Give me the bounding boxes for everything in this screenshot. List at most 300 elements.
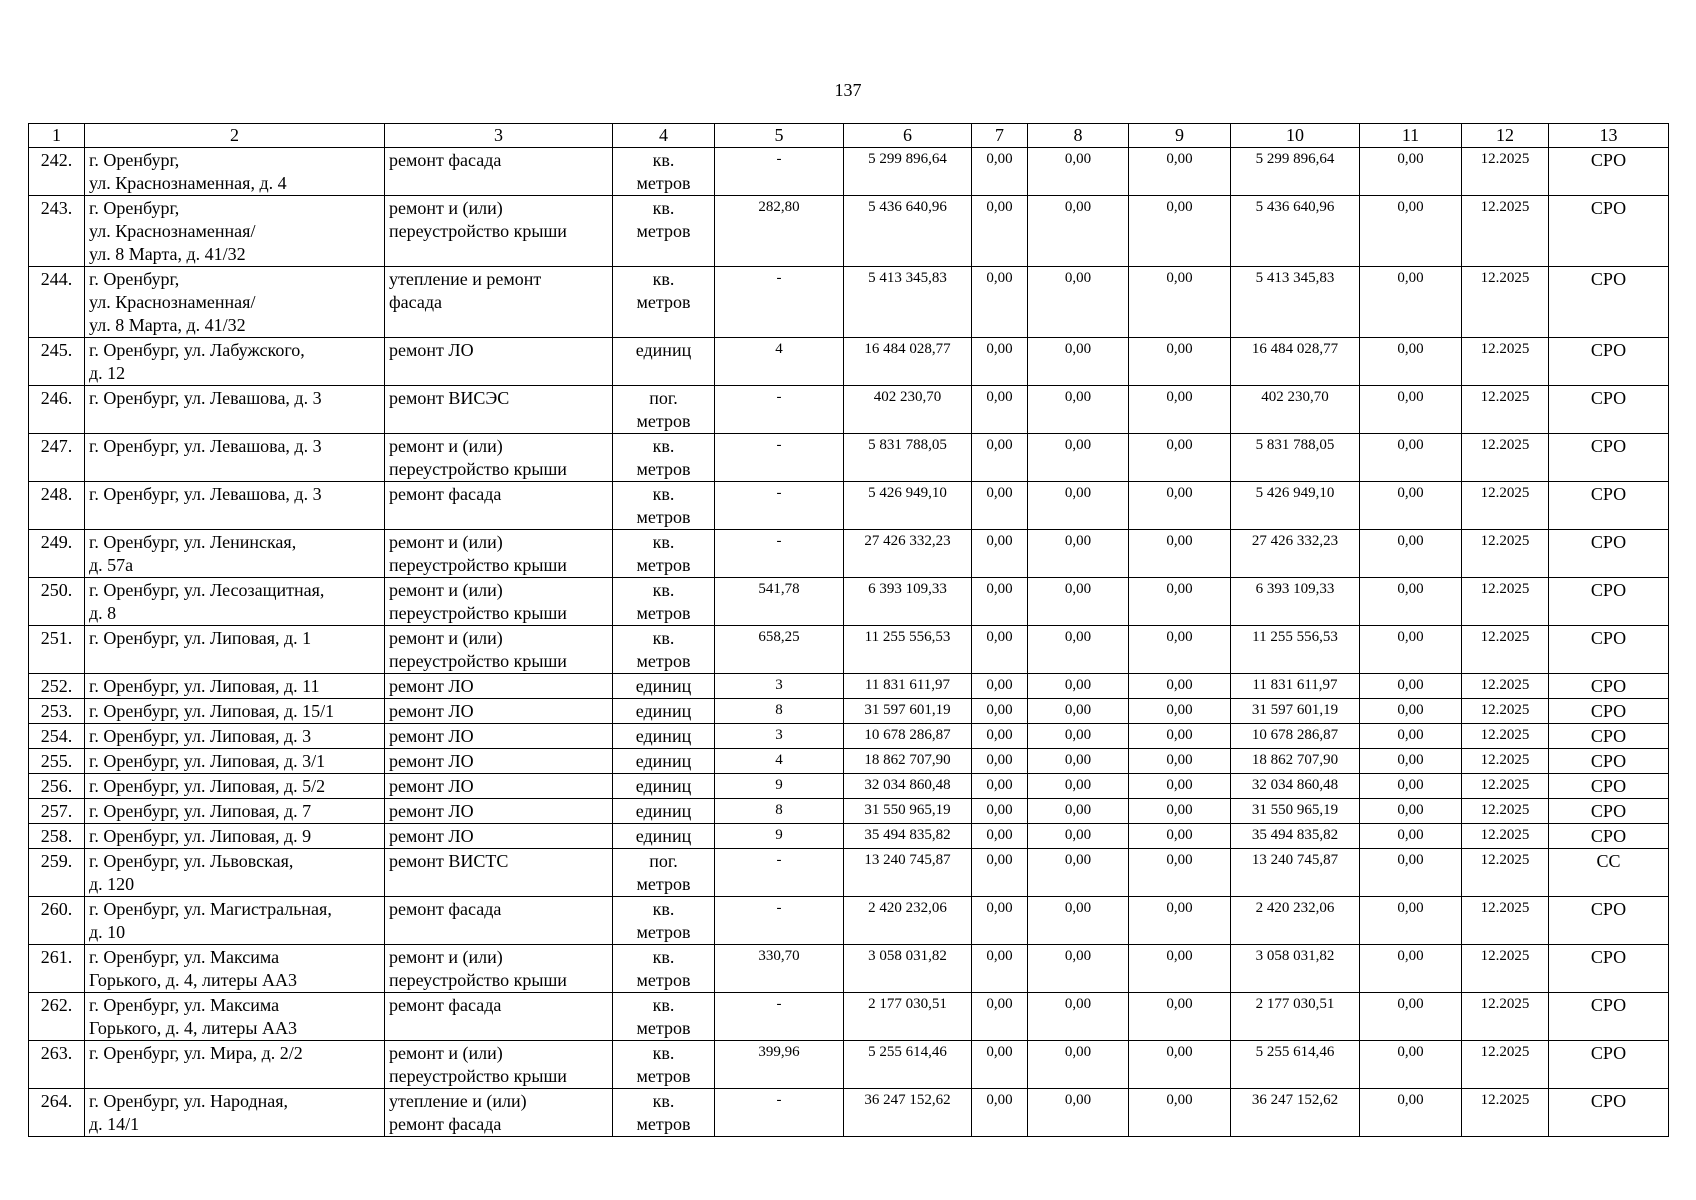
address-cell: г. Оренбург, ул. Липовая, д. 7 bbox=[85, 799, 385, 824]
cost-col8-cell: 0,00 bbox=[1028, 338, 1129, 386]
quantity-cell: 9 bbox=[715, 824, 844, 849]
cost-col11-cell: 0,00 bbox=[1360, 749, 1462, 774]
total-cost-cell: 10 678 286,87 bbox=[844, 724, 972, 749]
work-type-cell: ремонт ВИСЭС bbox=[385, 386, 613, 434]
total-cost-cell: 18 862 707,90 bbox=[844, 749, 972, 774]
total-cost-cell: 11 255 556,53 bbox=[844, 626, 972, 674]
cost-col11-cell: 0,00 bbox=[1360, 482, 1462, 530]
address-cell: г. Оренбург, ул. Мира, д. 2/2 bbox=[85, 1041, 385, 1089]
row-number-cell: 247. bbox=[29, 434, 85, 482]
table-row bbox=[29, 724, 1669, 749]
unit-cell: единиц bbox=[613, 674, 715, 699]
unit-cell: единиц bbox=[613, 699, 715, 724]
address-cell: г. Оренбург, ул. Левашова, д. 3 bbox=[85, 386, 385, 434]
unit-cell: кв. метров bbox=[613, 897, 715, 945]
method-code-cell: СРО bbox=[1549, 897, 1669, 945]
row-number-cell: 258. bbox=[29, 824, 85, 849]
row-number-cell: 252. bbox=[29, 674, 85, 699]
unit-cell: кв. метров bbox=[613, 945, 715, 993]
unit-cell: кв. метров bbox=[613, 1089, 715, 1137]
quantity-cell: 658,25 bbox=[715, 626, 844, 674]
total-cost-cell: 27 426 332,23 bbox=[844, 530, 972, 578]
method-code-cell: СРО bbox=[1549, 626, 1669, 674]
unit-cell: кв. метров bbox=[613, 434, 715, 482]
cost-col7-cell: 0,00 bbox=[972, 482, 1028, 530]
quantity-cell: 4 bbox=[715, 749, 844, 774]
work-type-cell: ремонт и (или) переустройство крыши bbox=[385, 626, 613, 674]
work-type-cell: ремонт ЛО bbox=[385, 724, 613, 749]
table-row bbox=[29, 799, 1669, 824]
address-cell: г. Оренбург, ул. Краснознаменная/ ул. 8 Марта, д. 41/32 bbox=[85, 267, 385, 338]
table-row bbox=[29, 267, 1669, 338]
cost-col10-cell: 5 426 949,10 bbox=[1231, 482, 1360, 530]
work-type-cell: ремонт ЛО bbox=[385, 749, 613, 774]
deadline-cell: 12.2025 bbox=[1462, 993, 1549, 1041]
table-row bbox=[29, 699, 1669, 724]
cost-col7-cell: 0,00 bbox=[972, 824, 1028, 849]
column-header: 7 bbox=[972, 124, 1028, 148]
cost-col10-cell: 31 597 601,19 bbox=[1231, 699, 1360, 724]
cost-col10-cell: 5 831 788,05 bbox=[1231, 434, 1360, 482]
column-header: 8 bbox=[1028, 124, 1129, 148]
deadline-cell: 12.2025 bbox=[1462, 849, 1549, 897]
cost-col8-cell: 0,00 bbox=[1028, 530, 1129, 578]
address-cell: г. Оренбург, ул. Липовая, д. 3 bbox=[85, 724, 385, 749]
method-code-cell: СС bbox=[1549, 849, 1669, 897]
deadline-cell: 12.2025 bbox=[1462, 434, 1549, 482]
row-number-cell: 254. bbox=[29, 724, 85, 749]
cost-col10-cell: 13 240 745,87 bbox=[1231, 849, 1360, 897]
cost-col8-cell: 0,00 bbox=[1028, 799, 1129, 824]
work-type-cell: ремонт ЛО bbox=[385, 774, 613, 799]
unit-cell: единиц bbox=[613, 724, 715, 749]
cost-col11-cell: 0,00 bbox=[1360, 434, 1462, 482]
table-row bbox=[29, 1089, 1669, 1137]
address-cell: г. Оренбург, ул. Липовая, д. 1 bbox=[85, 626, 385, 674]
cost-col10-cell: 5 299 896,64 bbox=[1231, 148, 1360, 196]
cost-col7-cell: 0,00 bbox=[972, 699, 1028, 724]
table-row bbox=[29, 674, 1669, 699]
deadline-cell: 12.2025 bbox=[1462, 338, 1549, 386]
cost-col11-cell: 0,00 bbox=[1360, 148, 1462, 196]
cost-col9-cell: 0,00 bbox=[1129, 267, 1231, 338]
method-code-cell: СРО bbox=[1549, 699, 1669, 724]
total-cost-cell: 402 230,70 bbox=[844, 386, 972, 434]
method-code-cell: СРО bbox=[1549, 993, 1669, 1041]
cost-col8-cell: 0,00 bbox=[1028, 749, 1129, 774]
method-code-cell: СРО bbox=[1549, 749, 1669, 774]
address-cell: г. Оренбург, ул. Левашова, д. 3 bbox=[85, 434, 385, 482]
row-number-cell: 253. bbox=[29, 699, 85, 724]
column-header: 11 bbox=[1360, 124, 1462, 148]
address-cell: г. Оренбург, ул. Левашова, д. 3 bbox=[85, 482, 385, 530]
total-cost-cell: 3 058 031,82 bbox=[844, 945, 972, 993]
address-cell: г. Оренбург, ул. Львовская, д. 120 bbox=[85, 849, 385, 897]
cost-col9-cell: 0,00 bbox=[1129, 945, 1231, 993]
cost-col9-cell: 0,00 bbox=[1129, 799, 1231, 824]
total-cost-cell: 13 240 745,87 bbox=[844, 849, 972, 897]
cost-col9-cell: 0,00 bbox=[1129, 674, 1231, 699]
row-number-cell: 249. bbox=[29, 530, 85, 578]
quantity-cell: - bbox=[715, 434, 844, 482]
work-type-cell: ремонт и (или) переустройство крыши bbox=[385, 434, 613, 482]
cost-col10-cell: 16 484 028,77 bbox=[1231, 338, 1360, 386]
cost-col7-cell: 0,00 bbox=[972, 945, 1028, 993]
row-number-cell: 257. bbox=[29, 799, 85, 824]
unit-cell: кв. метров bbox=[613, 993, 715, 1041]
method-code-cell: СРО bbox=[1549, 482, 1669, 530]
table-row bbox=[29, 993, 1669, 1041]
work-type-cell: ремонт фасада bbox=[385, 482, 613, 530]
cost-col9-cell: 0,00 bbox=[1129, 434, 1231, 482]
table-row bbox=[29, 578, 1669, 626]
quantity-cell: - bbox=[715, 482, 844, 530]
method-code-cell: СРО bbox=[1549, 338, 1669, 386]
table-row bbox=[29, 196, 1669, 267]
deadline-cell: 12.2025 bbox=[1462, 530, 1549, 578]
quantity-cell: - bbox=[715, 1089, 844, 1137]
column-header: 13 bbox=[1549, 124, 1669, 148]
cost-col9-cell: 0,00 bbox=[1129, 1089, 1231, 1137]
cost-col8-cell: 0,00 bbox=[1028, 578, 1129, 626]
cost-col9-cell: 0,00 bbox=[1129, 993, 1231, 1041]
deadline-cell: 12.2025 bbox=[1462, 724, 1549, 749]
cost-col8-cell: 0,00 bbox=[1028, 774, 1129, 799]
unit-cell: кв. метров bbox=[613, 482, 715, 530]
cost-col10-cell: 5 255 614,46 bbox=[1231, 1041, 1360, 1089]
row-number-cell: 251. bbox=[29, 626, 85, 674]
cost-col7-cell: 0,00 bbox=[972, 724, 1028, 749]
cost-col7-cell: 0,00 bbox=[972, 1041, 1028, 1089]
method-code-cell: СРО bbox=[1549, 945, 1669, 993]
address-cell: г. Оренбург, ул. Лабужского, д. 12 bbox=[85, 338, 385, 386]
cost-col10-cell: 36 247 152,62 bbox=[1231, 1089, 1360, 1137]
row-number-cell: 245. bbox=[29, 338, 85, 386]
deadline-cell: 12.2025 bbox=[1462, 799, 1549, 824]
row-number-cell: 262. bbox=[29, 993, 85, 1041]
method-code-cell: СРО bbox=[1549, 824, 1669, 849]
cost-col9-cell: 0,00 bbox=[1129, 749, 1231, 774]
deadline-cell: 12.2025 bbox=[1462, 267, 1549, 338]
table-row bbox=[29, 386, 1669, 434]
method-code-cell: СРО bbox=[1549, 674, 1669, 699]
cost-col8-cell: 0,00 bbox=[1028, 724, 1129, 749]
quantity-cell: - bbox=[715, 897, 844, 945]
quantity-cell: 8 bbox=[715, 699, 844, 724]
cost-col11-cell: 0,00 bbox=[1360, 799, 1462, 824]
row-number-cell: 255. bbox=[29, 749, 85, 774]
cost-col10-cell: 31 550 965,19 bbox=[1231, 799, 1360, 824]
cost-col10-cell: 5 436 640,96 bbox=[1231, 196, 1360, 267]
cost-col7-cell: 0,00 bbox=[972, 749, 1028, 774]
method-code-cell: СРО bbox=[1549, 799, 1669, 824]
cost-col11-cell: 0,00 bbox=[1360, 724, 1462, 749]
cost-col11-cell: 0,00 bbox=[1360, 578, 1462, 626]
unit-cell: кв. метров bbox=[613, 1041, 715, 1089]
address-cell: г. Оренбург, ул. Магистральная, д. 10 bbox=[85, 897, 385, 945]
cost-col9-cell: 0,00 bbox=[1129, 824, 1231, 849]
cost-col11-cell: 0,00 bbox=[1360, 386, 1462, 434]
quantity-cell: 330,70 bbox=[715, 945, 844, 993]
work-type-cell: ремонт и (или) переустройство крыши bbox=[385, 578, 613, 626]
cost-col7-cell: 0,00 bbox=[972, 626, 1028, 674]
address-cell: г. Оренбург, ул. Липовая, д. 3/1 bbox=[85, 749, 385, 774]
method-code-cell: СРО bbox=[1549, 578, 1669, 626]
deadline-cell: 12.2025 bbox=[1462, 1089, 1549, 1137]
cost-col9-cell: 0,00 bbox=[1129, 897, 1231, 945]
deadline-cell: 12.2025 bbox=[1462, 945, 1549, 993]
cost-col9-cell: 0,00 bbox=[1129, 1041, 1231, 1089]
table-row bbox=[29, 148, 1669, 196]
cost-col10-cell: 32 034 860,48 bbox=[1231, 774, 1360, 799]
cost-col8-cell: 0,00 bbox=[1028, 196, 1129, 267]
table-row bbox=[29, 626, 1669, 674]
cost-col11-cell: 0,00 bbox=[1360, 849, 1462, 897]
cost-col8-cell: 0,00 bbox=[1028, 1041, 1129, 1089]
quantity-cell: - bbox=[715, 530, 844, 578]
cost-col10-cell: 27 426 332,23 bbox=[1231, 530, 1360, 578]
quantity-cell: - bbox=[715, 267, 844, 338]
address-cell: г. Оренбург, ул. Лесозащитная, д. 8 bbox=[85, 578, 385, 626]
cost-col7-cell: 0,00 bbox=[972, 434, 1028, 482]
address-cell: г. Оренбург, ул. Краснознаменная/ ул. 8 Марта, д. 41/32 bbox=[85, 196, 385, 267]
work-type-cell: ремонт и (или) переустройство крыши bbox=[385, 1041, 613, 1089]
row-number-cell: 243. bbox=[29, 196, 85, 267]
deadline-cell: 12.2025 bbox=[1462, 749, 1549, 774]
unit-cell: пог. метров bbox=[613, 386, 715, 434]
column-header: 6 bbox=[844, 124, 972, 148]
work-type-cell: ремонт и (или) переустройство крыши bbox=[385, 530, 613, 578]
cost-col7-cell: 0,00 bbox=[972, 897, 1028, 945]
row-number-cell: 264. bbox=[29, 1089, 85, 1137]
quantity-cell: 282,80 bbox=[715, 196, 844, 267]
unit-cell: единиц bbox=[613, 749, 715, 774]
cost-col10-cell: 10 678 286,87 bbox=[1231, 724, 1360, 749]
cost-col9-cell: 0,00 bbox=[1129, 482, 1231, 530]
cost-col11-cell: 0,00 bbox=[1360, 945, 1462, 993]
column-header: 12 bbox=[1462, 124, 1549, 148]
quantity-cell: 541,78 bbox=[715, 578, 844, 626]
cost-col8-cell: 0,00 bbox=[1028, 482, 1129, 530]
cost-col8-cell: 0,00 bbox=[1028, 897, 1129, 945]
table-row bbox=[29, 749, 1669, 774]
quantity-cell: 3 bbox=[715, 674, 844, 699]
table-row bbox=[29, 849, 1669, 897]
column-header: 2 bbox=[85, 124, 385, 148]
cost-col7-cell: 0,00 bbox=[972, 338, 1028, 386]
method-code-cell: СРО bbox=[1549, 196, 1669, 267]
cost-col7-cell: 0,00 bbox=[972, 1089, 1028, 1137]
table-row bbox=[29, 482, 1669, 530]
total-cost-cell: 2 420 232,06 bbox=[844, 897, 972, 945]
deadline-cell: 12.2025 bbox=[1462, 897, 1549, 945]
cost-col10-cell: 11 255 556,53 bbox=[1231, 626, 1360, 674]
cost-col8-cell: 0,00 bbox=[1028, 434, 1129, 482]
address-cell: г. Оренбург, ул. Липовая, д. 5/2 bbox=[85, 774, 385, 799]
deadline-cell: 12.2025 bbox=[1462, 148, 1549, 196]
cost-col10-cell: 35 494 835,82 bbox=[1231, 824, 1360, 849]
cost-col9-cell: 0,00 bbox=[1129, 626, 1231, 674]
cost-col8-cell: 0,00 bbox=[1028, 626, 1129, 674]
cost-col9-cell: 0,00 bbox=[1129, 774, 1231, 799]
cost-col11-cell: 0,00 bbox=[1360, 267, 1462, 338]
work-type-cell: ремонт фасада bbox=[385, 993, 613, 1041]
total-cost-cell: 2 177 030,51 bbox=[844, 993, 972, 1041]
cost-col10-cell: 3 058 031,82 bbox=[1231, 945, 1360, 993]
unit-cell: кв. метров bbox=[613, 626, 715, 674]
unit-cell: кв. метров bbox=[613, 578, 715, 626]
cost-col7-cell: 0,00 bbox=[972, 578, 1028, 626]
cost-col7-cell: 0,00 bbox=[972, 196, 1028, 267]
unit-cell: единиц bbox=[613, 338, 715, 386]
cost-col8-cell: 0,00 bbox=[1028, 824, 1129, 849]
unit-cell: единиц bbox=[613, 824, 715, 849]
cost-col11-cell: 0,00 bbox=[1360, 699, 1462, 724]
row-number-cell: 260. bbox=[29, 897, 85, 945]
deadline-cell: 12.2025 bbox=[1462, 674, 1549, 699]
cost-col10-cell: 6 393 109,33 bbox=[1231, 578, 1360, 626]
row-number-cell: 242. bbox=[29, 148, 85, 196]
work-type-cell: ремонт ЛО bbox=[385, 824, 613, 849]
work-type-cell: ремонт фасада bbox=[385, 897, 613, 945]
quantity-cell: - bbox=[715, 849, 844, 897]
work-type-cell: ремонт ЛО bbox=[385, 699, 613, 724]
cost-col9-cell: 0,00 bbox=[1129, 699, 1231, 724]
deadline-cell: 12.2025 bbox=[1462, 626, 1549, 674]
cost-col11-cell: 0,00 bbox=[1360, 530, 1462, 578]
work-type-cell: ремонт ЛО bbox=[385, 338, 613, 386]
cost-col9-cell: 0,00 bbox=[1129, 849, 1231, 897]
column-header: 1 bbox=[29, 124, 85, 148]
unit-cell: кв. метров bbox=[613, 148, 715, 196]
cost-col10-cell: 2 177 030,51 bbox=[1231, 993, 1360, 1041]
cost-col9-cell: 0,00 bbox=[1129, 530, 1231, 578]
deadline-cell: 12.2025 bbox=[1462, 774, 1549, 799]
column-header: 3 bbox=[385, 124, 613, 148]
unit-cell: кв. метров bbox=[613, 267, 715, 338]
total-cost-cell: 35 494 835,82 bbox=[844, 824, 972, 849]
cost-col10-cell: 5 413 345,83 bbox=[1231, 267, 1360, 338]
unit-cell: кв. метров bbox=[613, 530, 715, 578]
quantity-cell: - bbox=[715, 993, 844, 1041]
address-cell: г. Оренбург, ул. Ленинская, д. 57а bbox=[85, 530, 385, 578]
cost-col11-cell: 0,00 bbox=[1360, 338, 1462, 386]
page-number: 137 bbox=[834, 80, 862, 100]
address-cell: г. Оренбург, ул. Липовая, д. 9 bbox=[85, 824, 385, 849]
total-cost-cell: 5 255 614,46 bbox=[844, 1041, 972, 1089]
cost-col7-cell: 0,00 bbox=[972, 993, 1028, 1041]
cost-col11-cell: 0,00 bbox=[1360, 897, 1462, 945]
cost-col11-cell: 0,00 bbox=[1360, 774, 1462, 799]
quantity-cell: 3 bbox=[715, 724, 844, 749]
work-type-cell: ремонт ВИСТС bbox=[385, 849, 613, 897]
unit-cell: единиц bbox=[613, 799, 715, 824]
cost-col7-cell: 0,00 bbox=[972, 849, 1028, 897]
cost-col10-cell: 2 420 232,06 bbox=[1231, 897, 1360, 945]
column-header: 9 bbox=[1129, 124, 1231, 148]
row-number-cell: 244. bbox=[29, 267, 85, 338]
cost-col10-cell: 11 831 611,97 bbox=[1231, 674, 1360, 699]
cost-col11-cell: 0,00 bbox=[1360, 626, 1462, 674]
cost-col9-cell: 0,00 bbox=[1129, 196, 1231, 267]
method-code-cell: СРО bbox=[1549, 148, 1669, 196]
quantity-cell: - bbox=[715, 148, 844, 196]
cost-col10-cell: 402 230,70 bbox=[1231, 386, 1360, 434]
row-number-cell: 263. bbox=[29, 1041, 85, 1089]
cost-col8-cell: 0,00 bbox=[1028, 148, 1129, 196]
method-code-cell: СРО bbox=[1549, 724, 1669, 749]
table-row bbox=[29, 434, 1669, 482]
cost-col8-cell: 0,00 bbox=[1028, 386, 1129, 434]
method-code-cell: СРО bbox=[1549, 434, 1669, 482]
table-row bbox=[29, 530, 1669, 578]
total-cost-cell: 16 484 028,77 bbox=[844, 338, 972, 386]
row-number-cell: 248. bbox=[29, 482, 85, 530]
method-code-cell: СРО bbox=[1549, 1041, 1669, 1089]
address-cell: г. Оренбург, ул. Липовая, д. 11 bbox=[85, 674, 385, 699]
cost-col7-cell: 0,00 bbox=[972, 530, 1028, 578]
cost-col11-cell: 0,00 bbox=[1360, 196, 1462, 267]
cost-col7-cell: 0,00 bbox=[972, 148, 1028, 196]
cost-col8-cell: 0,00 bbox=[1028, 699, 1129, 724]
quantity-cell: - bbox=[715, 386, 844, 434]
deadline-cell: 12.2025 bbox=[1462, 386, 1549, 434]
total-cost-cell: 32 034 860,48 bbox=[844, 774, 972, 799]
cost-col8-cell: 0,00 bbox=[1028, 945, 1129, 993]
unit-cell: пог. метров bbox=[613, 849, 715, 897]
method-code-cell: СРО bbox=[1549, 1089, 1669, 1137]
deadline-cell: 12.2025 bbox=[1462, 578, 1549, 626]
column-header: 10 bbox=[1231, 124, 1360, 148]
cost-col7-cell: 0,00 bbox=[972, 774, 1028, 799]
total-cost-cell: 5 436 640,96 bbox=[844, 196, 972, 267]
work-type-cell: ремонт ЛО bbox=[385, 799, 613, 824]
total-cost-cell: 36 247 152,62 bbox=[844, 1089, 972, 1137]
method-code-cell: СРО bbox=[1549, 386, 1669, 434]
address-cell: г. Оренбург, ул. Максима Горького, д. 4, литеры АА3 bbox=[85, 945, 385, 993]
cost-col9-cell: 0,00 bbox=[1129, 148, 1231, 196]
column-header: 5 bbox=[715, 124, 844, 148]
work-type-cell: ремонт и (или) переустройство крыши bbox=[385, 945, 613, 993]
cost-col8-cell: 0,00 bbox=[1028, 267, 1129, 338]
cost-col11-cell: 0,00 bbox=[1360, 993, 1462, 1041]
unit-cell: единиц bbox=[613, 774, 715, 799]
cost-col11-cell: 0,00 bbox=[1360, 824, 1462, 849]
method-code-cell: СРО bbox=[1549, 530, 1669, 578]
cost-col8-cell: 0,00 bbox=[1028, 674, 1129, 699]
cost-col7-cell: 0,00 bbox=[972, 386, 1028, 434]
row-number-cell: 261. bbox=[29, 945, 85, 993]
cost-col11-cell: 0,00 bbox=[1360, 1041, 1462, 1089]
unit-cell: кв. метров bbox=[613, 196, 715, 267]
method-code-cell: СРО bbox=[1549, 774, 1669, 799]
address-cell: г. Оренбург, ул. Липовая, д. 15/1 bbox=[85, 699, 385, 724]
cost-col7-cell: 0,00 bbox=[972, 799, 1028, 824]
address-cell: г. Оренбург, ул. Максима Горького, д. 4, литеры АА3 bbox=[85, 993, 385, 1041]
cost-col7-cell: 0,00 bbox=[972, 267, 1028, 338]
table-row bbox=[29, 824, 1669, 849]
total-cost-cell: 6 393 109,33 bbox=[844, 578, 972, 626]
table-row bbox=[29, 1041, 1669, 1089]
row-number-cell: 246. bbox=[29, 386, 85, 434]
quantity-cell: 8 bbox=[715, 799, 844, 824]
quantity-cell: 399,96 bbox=[715, 1041, 844, 1089]
row-number-cell: 256. bbox=[29, 774, 85, 799]
table-row bbox=[29, 338, 1669, 386]
cost-col11-cell: 0,00 bbox=[1360, 1089, 1462, 1137]
table-row bbox=[29, 897, 1669, 945]
total-cost-cell: 5 426 949,10 bbox=[844, 482, 972, 530]
